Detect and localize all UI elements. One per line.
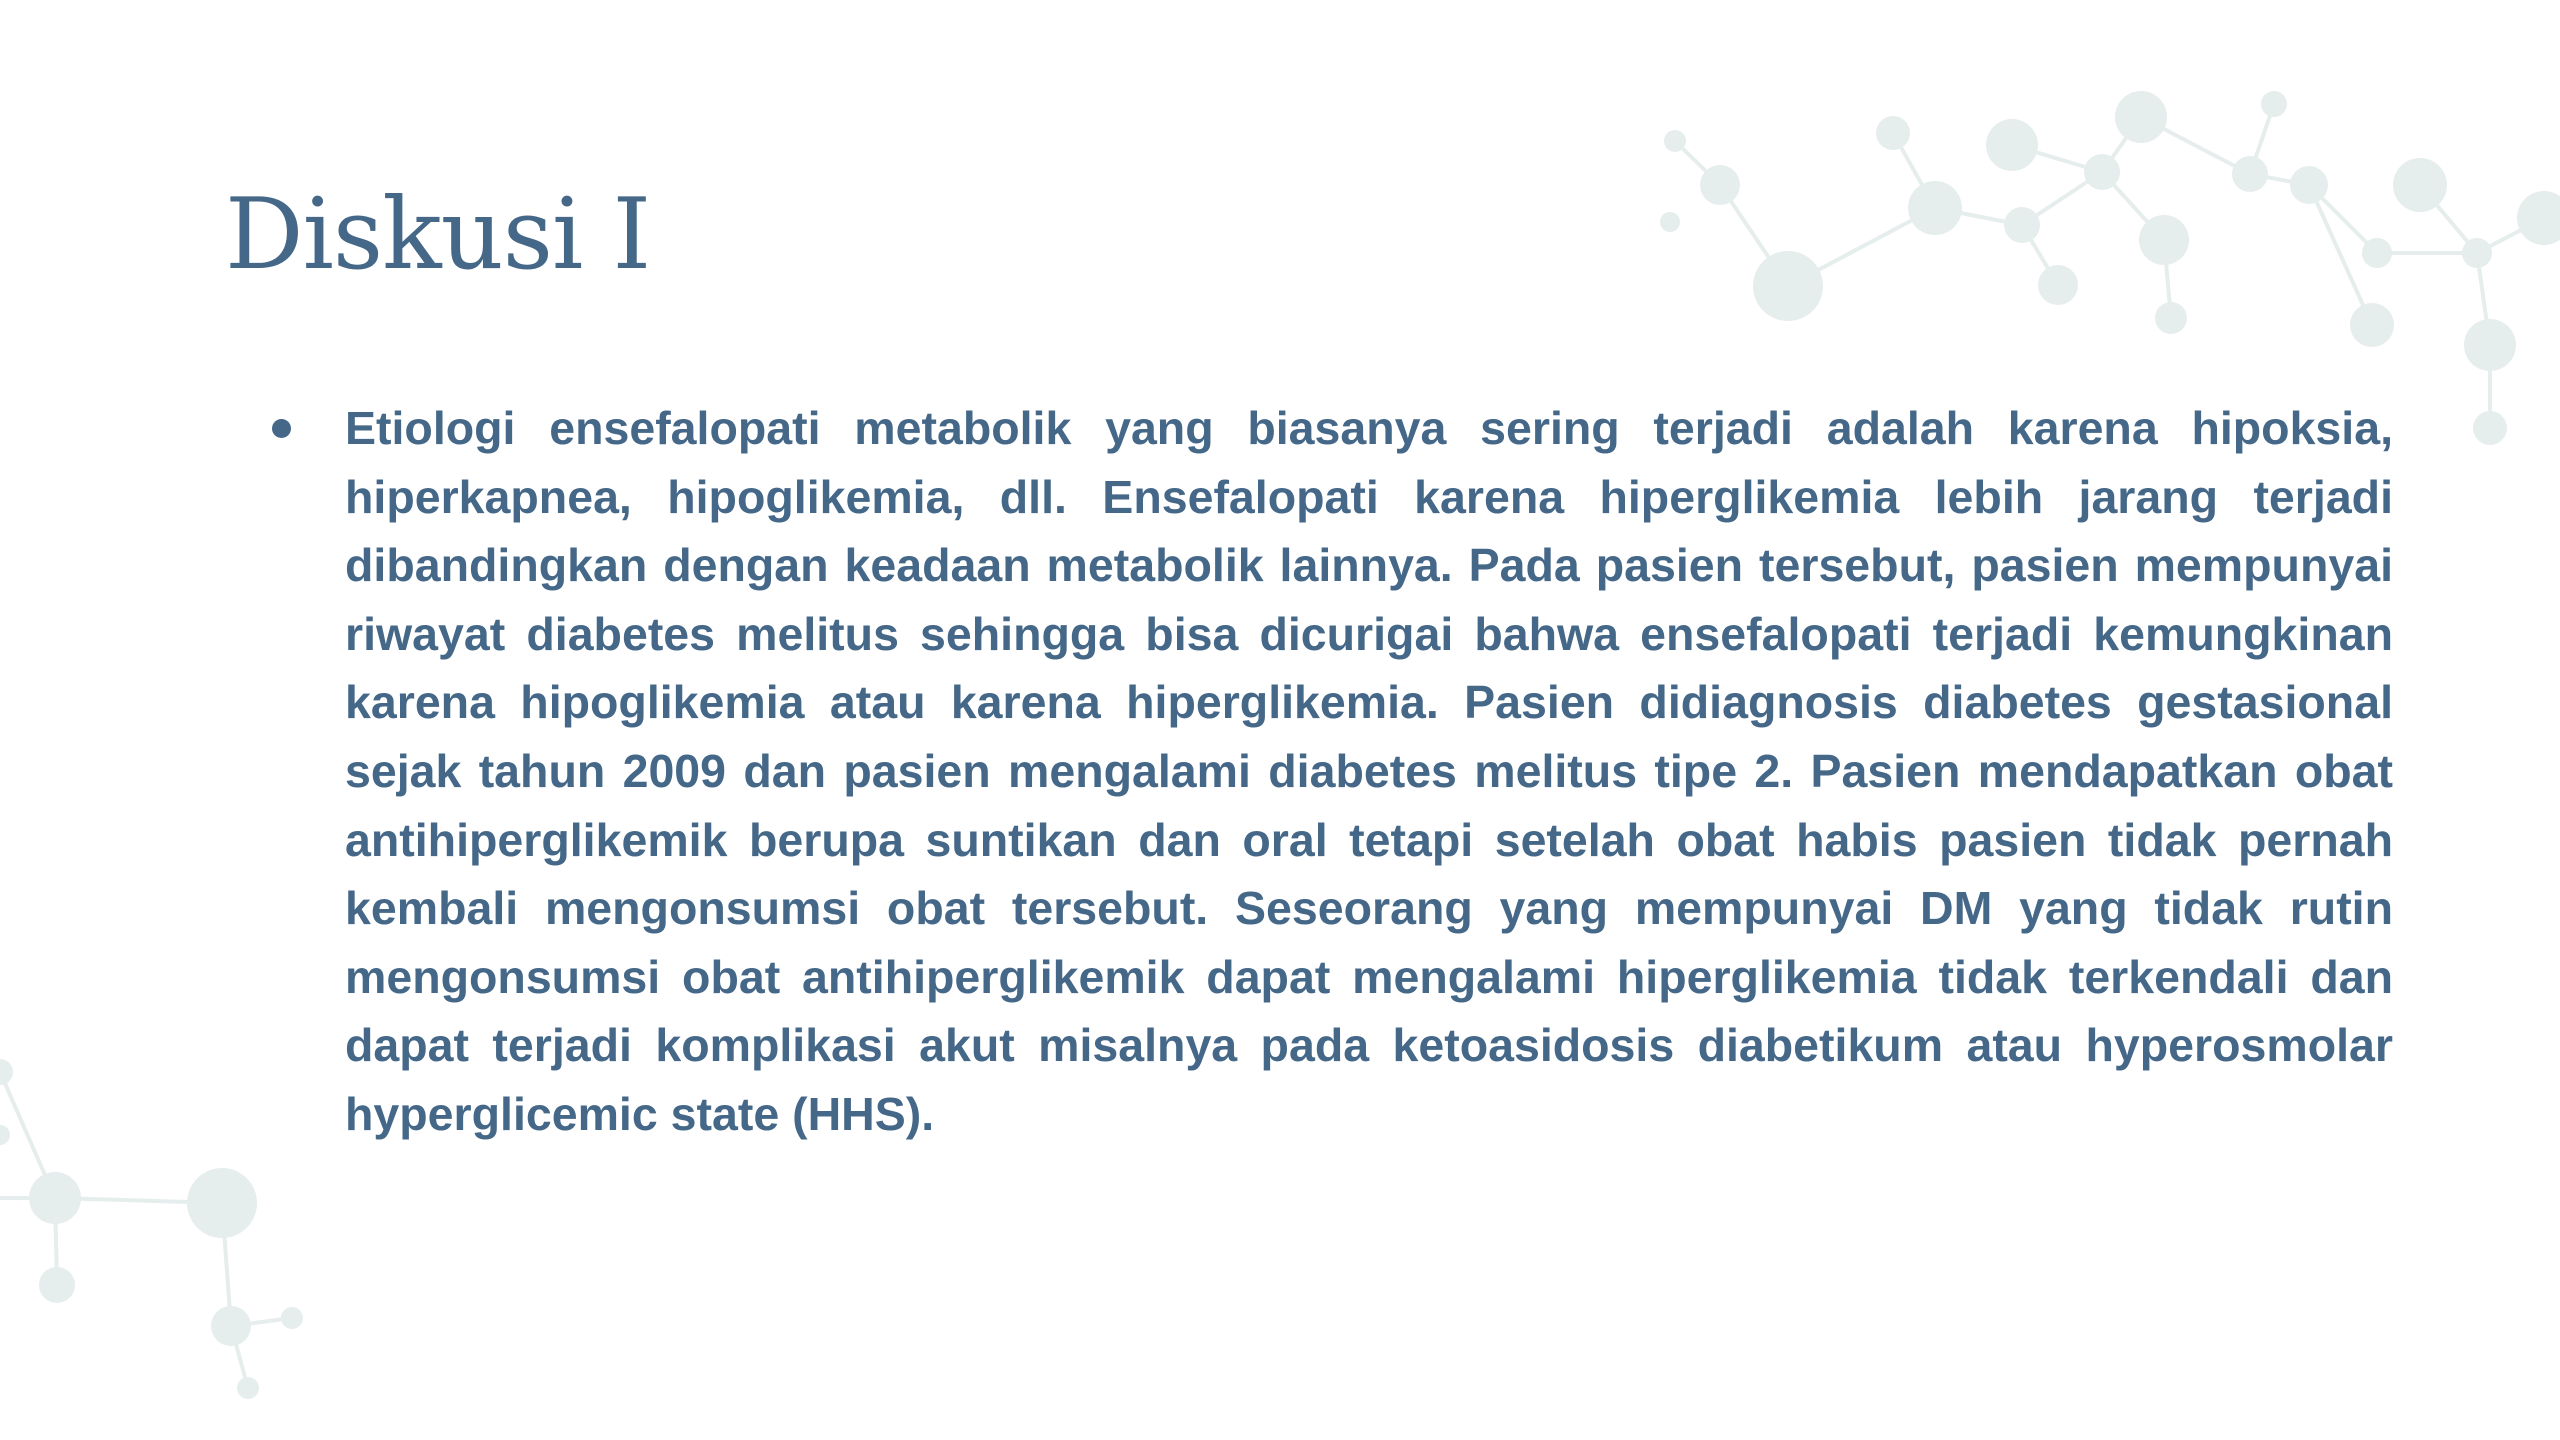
bullet-list — [260, 394, 2393, 1149]
bullet-text: Etiologi ensefalopati metabolik yang biasanya sering terjadi adalah karena hipoksia, hiperkapnea, hipoglikemia, dll. Ensefalopati karena hiperglikemia lebih jarang terjadi dibandingkan dengan keadaan metabolik lainnya. Pada pasien tersebut, pasien mempunyai riwayat diabetes melitus sehingga bisa dicurigai bahwa ensefalopati terjadi kemungkinan karena hipoglikemia atau karena hiperglikemia. Pasien didiagnosis diabetes gestasional sejak tahun 2009 dan pasien mengalami diabetes melitus tipe 2. Pasien mendapatkan obat antihiperglikemik berupa suntikan dan oral tetapi setelah obat habis pasien tidak pernah kembali mengonsumsi obat tersebut. Seseorang yang mempunyai DM yang tidak rutin mengonsumsi obat antihiperglikemik dapat mengalami hiperglikemia tidak terkendali dan dapat terjadi komplikasi akut misalnya pada ketoasidosis diabetikum atau hyperosmolar hyperglicemic state (HHS). — [345, 402, 2393, 1140]
bullet-item — [260, 394, 2393, 1149]
slide-title: Diskusi I — [225, 178, 651, 292]
bullet-dot-icon — [272, 419, 291, 438]
